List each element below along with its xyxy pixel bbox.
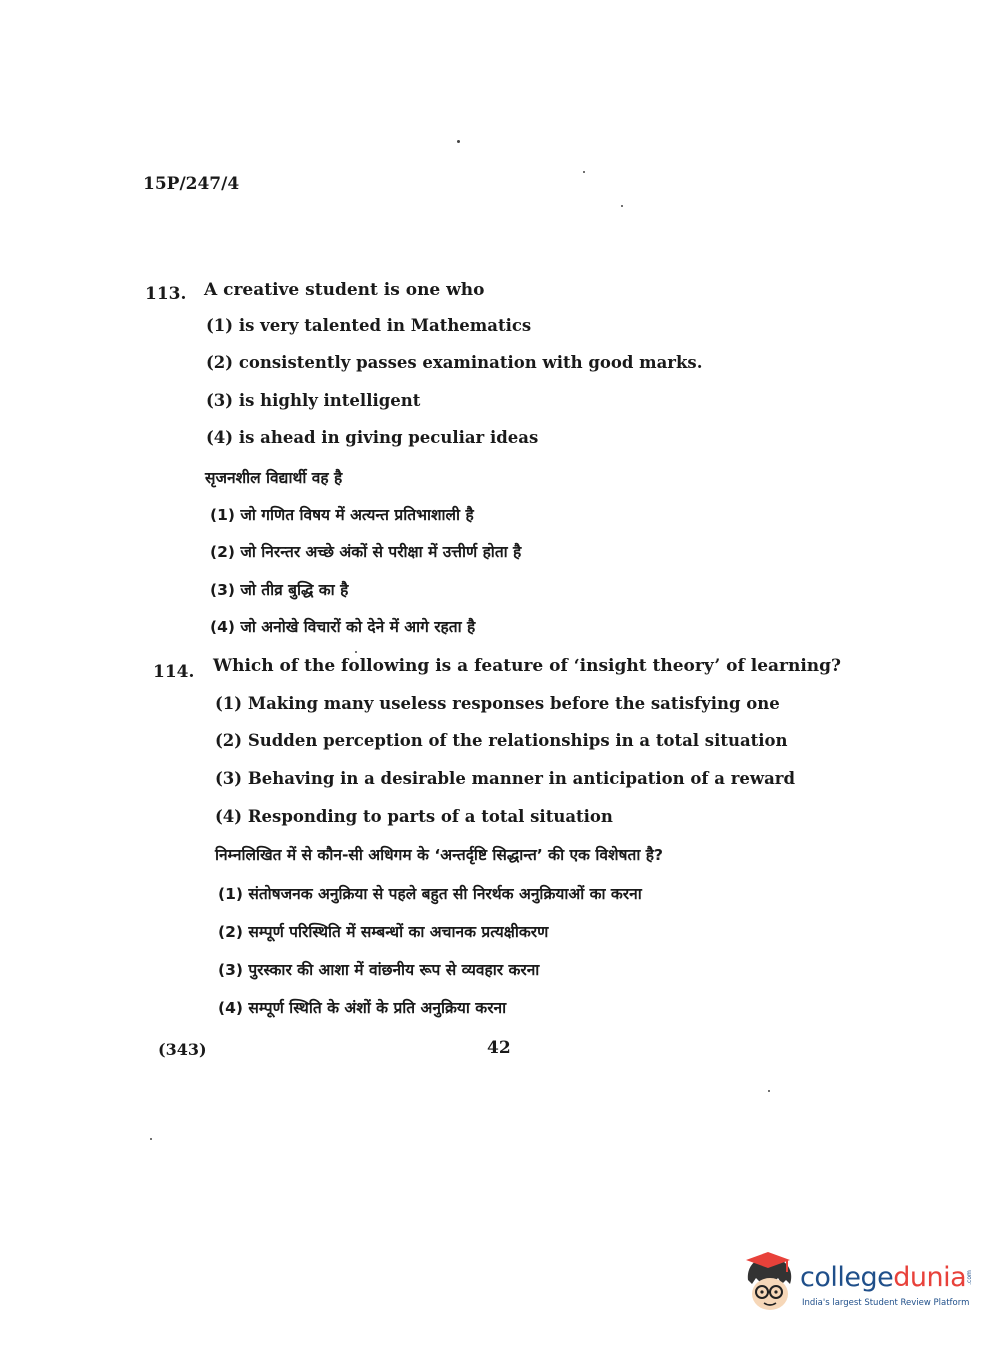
option-en: (4) Responding to parts of a total situation	[215, 807, 613, 826]
page-number: 42	[487, 1038, 511, 1058]
brand-prefix: college	[800, 1262, 894, 1293]
scan-speck	[621, 205, 623, 207]
scan-speck	[150, 1138, 152, 1140]
mascot-icon	[742, 1250, 800, 1316]
brand-name	[800, 1262, 966, 1293]
brand-domain: .com	[965, 1270, 973, 1285]
option-hi: (1) जो गणित विषय में अत्यन्त प्रतिभाशाली है	[210, 506, 474, 524]
option-hi: (4) सम्पूर्ण स्थिति के अंशों के प्रति अनुक्रिया करना	[218, 999, 507, 1017]
option-en: (1) is very talented in Mathematics	[206, 316, 532, 335]
option-hi: (3) पुरस्कार की आशा में वांछनीय रूप से व्यवहार करना	[218, 961, 540, 979]
option-en: (4) is ahead in giving peculiar ideas	[206, 428, 539, 447]
option-en: (2) consistently passes examination with good marks.	[206, 353, 703, 372]
option-hi: (2) जो निरन्तर अच्छे अंकों से परीक्षा में उत्तीर्ण होता है	[210, 543, 522, 561]
option-hi: (3) जो तीव्र बुद्धि का है	[210, 581, 349, 599]
scan-speck	[768, 1090, 770, 1092]
scan-speck	[355, 651, 357, 653]
collegedunia-logo	[742, 1250, 972, 1320]
question-text-en: Which of the following is a feature of ‘insight theory’ of learning?	[213, 656, 842, 676]
option-hi: (1) संतोषजनक अनुक्रिया से पहले बहुत सी निरर्थक अनुक्रियाओं का करना	[218, 885, 642, 903]
paper-code: 15P/247/4	[143, 174, 240, 194]
option-hi: (4) जो अनोखे विचारों को देने में आगे रहता है	[210, 618, 476, 636]
option-en: (2) Sudden perception of the relationships in a total situation	[215, 731, 788, 750]
question-number: 114.	[153, 662, 195, 682]
brand-suffix: dunia	[893, 1262, 967, 1293]
question-text-hi: सृजनशील विद्यार्थी वह है	[205, 469, 343, 487]
option-en: (3) is highly intelligent	[206, 391, 421, 410]
scan-speck	[583, 171, 585, 173]
question-text-hi: निम्नलिखित में से कौन-सी अधिगम के ‘अन्तर्दृष्टि सिद्धान्त’ की एक विशेषता है?	[215, 846, 663, 864]
question-number: 113.	[145, 284, 187, 304]
question-text-en: A creative student is one who	[204, 280, 485, 300]
brand-tagline: India's largest Student Review Platform	[802, 1298, 970, 1308]
scan-speck	[457, 140, 460, 143]
option-hi: (2) सम्पूर्ण परिस्थिति में सम्बन्धों का अचानक प्रत्यक्षीकरण	[218, 923, 549, 941]
booklet-code: (343)	[158, 1040, 207, 1059]
option-en: (1) Making many useless responses before the satisfying one	[215, 694, 780, 713]
option-en: (3) Behaving in a desirable manner in anticipation of a reward	[215, 769, 796, 788]
